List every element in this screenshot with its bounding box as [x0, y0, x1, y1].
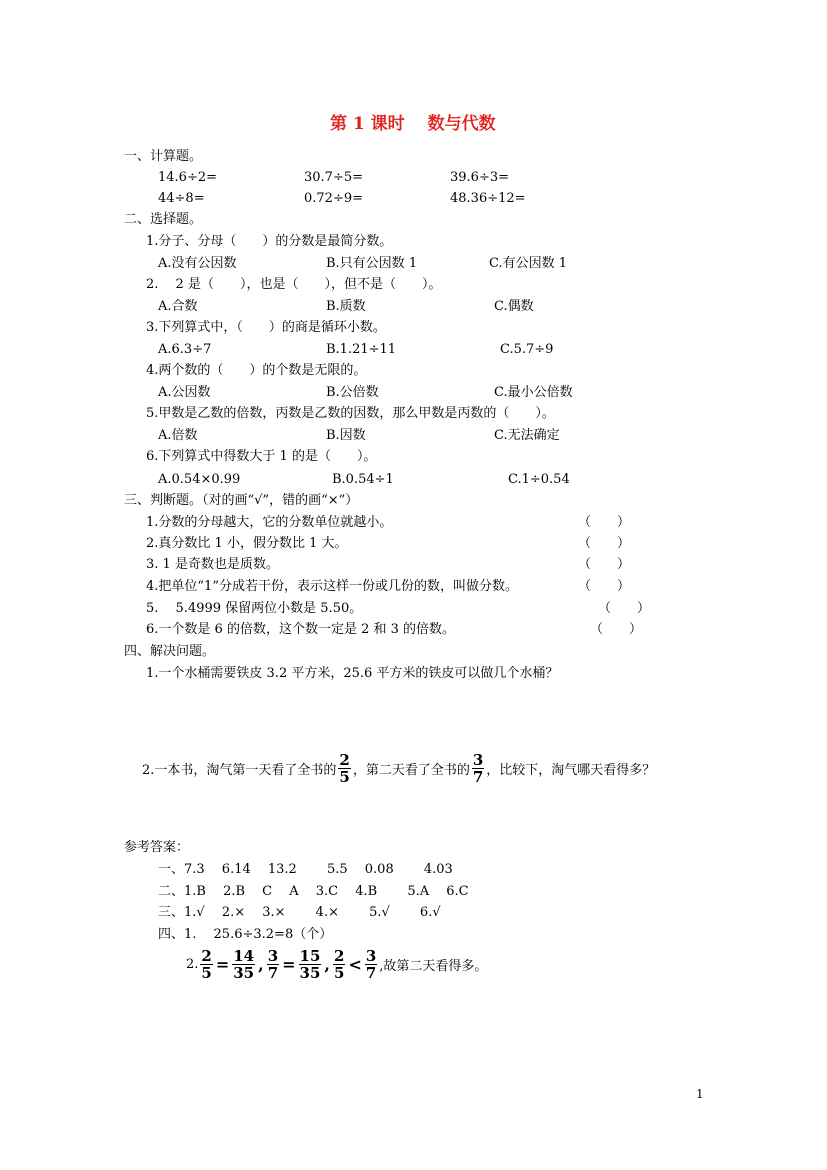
fraction: $\frac{2}{5}$: [339, 751, 350, 786]
calc-item: 0.72÷9=: [304, 191, 364, 206]
question-stem: 4.两个数的（ ）的个数是无限的。: [146, 363, 367, 378]
answer-line: 四、1. 25.6÷3.2=8（个）: [158, 927, 333, 942]
answer-blank: （ ）: [578, 579, 631, 594]
option-a: A.倍数: [158, 428, 198, 443]
problem-2-text: 2.一本书，淘气第一天看了全书的: [142, 763, 337, 778]
question-stem: 2. 2 是（ ），也是（ ），但不是（ ）。: [146, 277, 442, 292]
option-a: A.6.3÷7: [158, 342, 212, 357]
calc-item: 44÷8=: [158, 191, 205, 206]
option-c: C.最小公倍数: [494, 385, 573, 400]
option-a: A.0.54×0.99: [158, 472, 241, 487]
option-c: C.5.7÷9: [500, 342, 554, 357]
answer-blank: （ ）: [578, 557, 631, 572]
option-b: B.只有公因数 1: [326, 256, 418, 271]
option-a: A.合数: [158, 299, 198, 314]
calc-item: 48.36÷12=: [450, 191, 526, 206]
answer-line: 二、1.B 2.B C A 3.C 4.B 5.A 6.C: [158, 884, 469, 899]
page-title: 第 1 课时 数与代数: [330, 114, 496, 134]
answer-line: 三、1.√ 2.× 3.× 4.× 5.√ 6.√: [158, 905, 441, 920]
option-c: C.有公因数 1: [489, 256, 568, 271]
judge-item: 5. 5.4999 保留两位小数是 5.50。: [146, 601, 363, 616]
option-b: B.公倍数: [326, 385, 379, 400]
option-c: C.偶数: [494, 299, 534, 314]
judge-item: 2.真分数比 1 小，假分数比 1 大。: [146, 536, 348, 551]
question-stem: 3.下列算式中，（ ）的商是循环小数。: [146, 320, 386, 335]
option-c: C.无法确定: [494, 428, 560, 443]
option-a: A.公因数: [158, 385, 211, 400]
fraction: $\frac{15}{35}$: [299, 947, 321, 982]
section1-heading: 一、计算题。: [124, 149, 203, 164]
fraction: $\frac{14}{35}$: [233, 947, 255, 982]
option-b: B.质数: [326, 299, 366, 314]
section2-heading: 二、选择题。: [124, 212, 203, 227]
judge-item: 6.一个数是 6 的倍数，这个数一定是 2 和 3 的倍数。: [146, 622, 456, 637]
problem-2-text: ，第二天看了全书的: [352, 763, 470, 778]
judge-item: 3. 1 是奇数也是质数。: [146, 557, 279, 572]
option-c: C.1÷0.54: [508, 472, 570, 487]
calc-item: 30.7÷5=: [304, 170, 364, 185]
answer-blank: （ ）: [590, 622, 643, 637]
calc-item: 14.6÷2=: [158, 170, 218, 185]
section4-heading: 四、解决问题。: [124, 644, 216, 659]
fraction: $\frac{2}{5}$: [334, 947, 345, 982]
question-stem: 6.下列算式中得数大于 1 的是（ ）。: [146, 449, 377, 464]
problem-2: [142, 752, 655, 785]
question-stem: 5.甲数是乙数的倍数，丙数是乙数的因数，那么甲数是丙数的（ ）。: [146, 406, 555, 421]
option-b: B.0.54÷1: [332, 472, 394, 487]
page-number: 1: [696, 1087, 704, 1101]
problem-2-text: ，比较下，淘气哪天看得多？: [486, 763, 656, 778]
answer-blank: （ ）: [598, 601, 651, 616]
fraction: $\frac{3}{7}$: [267, 947, 279, 982]
judge-item: 1.分数的分母越大，它的分数单位就越小。: [146, 515, 393, 530]
option-b: B.因数: [326, 428, 366, 443]
answer-line-fractions: 2. $\frac{2}{5}$ = $\frac{14}{35}$ , $\frac{3}{7}$ = $\frac{15}{35}$ , $\frac{2}{5}$ < $\frac{3}{7}$ ,故第二天看得多。: [186, 947, 488, 982]
fraction: $\frac{3}{7}$: [472, 751, 484, 786]
answers-heading: 参考答案：: [124, 840, 190, 855]
question-stem: 1.分子、分母（ ）的分数是最简分数。: [146, 234, 393, 249]
option-a: A.没有公因数: [158, 256, 237, 271]
calc-item: 39.6÷3=: [450, 170, 510, 185]
section3-heading: 三、判断题。（对的画“√”，错的画“×”）: [124, 493, 359, 508]
option-b: B.1.21÷11: [326, 342, 397, 357]
problem-1: 1.一个水桶需要铁皮 3.2 平方米，25.6 平方米的铁皮可以做几个水桶？: [146, 666, 559, 681]
judge-item: 4.把单位“1”分成若干份，表示这样一份或几份的数，叫做分数。: [146, 579, 518, 594]
fraction: $\frac{2}{5}$: [201, 947, 212, 982]
answer-blank: （ ）: [578, 515, 631, 530]
answer-line: 一、7.3 6.14 13.2 5.5 0.08 4.03: [158, 862, 453, 877]
answer-blank: （ ）: [578, 536, 631, 551]
fraction: $\frac{3}{7}$: [365, 947, 377, 982]
